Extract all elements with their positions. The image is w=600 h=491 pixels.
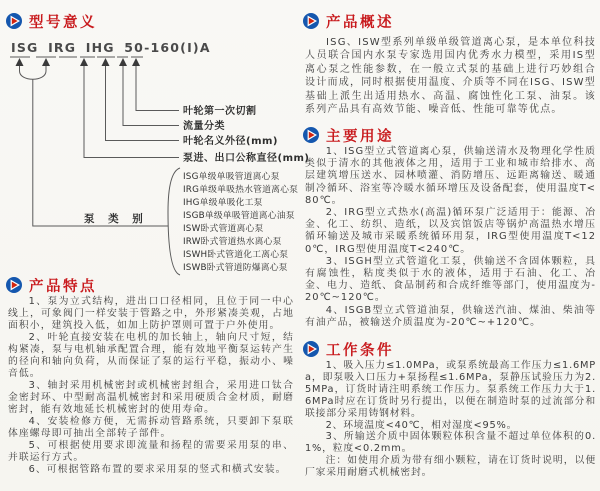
uses-body	[305, 146, 596, 329]
condition-note: 注：如使用介质为带有细小颗粒，请在订货时说明，以便厂家采用耐磨式机械密封。	[305, 455, 596, 479]
feature-item: 2、叶轮直接安装在电机的加长轴上，轴向尺寸短，结构紧凑，泵与电机轴承配置合理，能有效地平衡泵运转产生的径向和轴向负荷，从而保证了泵的运行平稳，振动小、噪音低。	[8, 332, 294, 379]
pump-type-item: ISWH卧式管道化工离心泵	[183, 250, 289, 260]
feature-item: 1、泵为立式结构，进出口口径相同，且位于同一中心线上，可象阀门一样安装于管路之中，外形紧凑美观，占地面积小，建筑投入低，如加上防护罩则可置于户外使用。	[8, 296, 294, 331]
feature-item: 4、安装检修方便，无需拆动管路系统，只要卸下泵联体座螺母即可抽出全部转子部件。	[8, 416, 294, 439]
condition-item: 2、环境温度<40℃，相对湿度<95%。	[325, 419, 518, 431]
section-header-features	[6, 276, 97, 294]
pump-type-item: ISWB卧式管道防爆离心泵	[183, 263, 288, 273]
feature-item: 3、轴封采用机械密封或机械密封组合，采用进口钛合金密封环、中型耐高温机械密封和采用硬质合金材质，耐磨密封，能有效地延长机械密封的使用寿命。	[8, 380, 294, 415]
section-title-features: 产品特点	[29, 278, 97, 295]
section-header-uses	[303, 126, 394, 144]
section-title-model: 型号意义	[29, 14, 97, 31]
pump-type-item: ISGB单级单吸管道离心油泵	[183, 211, 295, 221]
feature-item: 6、可根据管路布置的要求采用泵的竖式和横式安装。	[28, 464, 287, 475]
model-meaning-diagram	[6, 40, 310, 282]
section-header-model	[6, 12, 97, 30]
condition-item: 1、吸入压力≤1.0MPa，或泵系统最高工作压力≤1.6MPa，即泵吸入口压力+泵扬程≤1.6MPa，泵静压试验压力为2.5MPa，订货时请注明系统工作压力。泵系统工作压力大于1.6MPa时应在订货时另行提出，以便在制造时泵的过流部分和联接部分采用铸钢材料。	[305, 360, 596, 419]
use-item: 4、ISGB型立式管道油泵，供输送汽油、煤油、柴油等有油产品，被输送介质温度为-20℃~+120℃。	[305, 304, 596, 328]
play-bullet-icon	[303, 13, 319, 29]
label-port-dia: 泵进、出口公称直径(mm)	[183, 153, 310, 164]
section-header-overview	[303, 12, 394, 30]
play-bullet-icon	[303, 341, 319, 357]
pump-type-item: ISW卧式管道离心泵	[183, 224, 264, 234]
pump-type-item: IRG单级单吸热水管道离心泵	[183, 185, 299, 195]
condition-item: 3、所输送介质中固体颗粒体积含量不超过单位体积的0.1%，粒度<0.2mm。	[305, 431, 596, 455]
label-pump-category: 泵 类 别	[84, 213, 148, 225]
section-header-conditions	[303, 340, 394, 358]
model-code: ISG IRG IHG 50-160(I)A	[11, 40, 211, 55]
overview-body	[305, 36, 596, 116]
feature-item: 5、可根据使用要求即流量和扬程的需要采用泵的串、并联运行方式。	[8, 440, 294, 463]
section-title-conditions: 工作条件	[326, 342, 394, 359]
conditions-body	[305, 360, 596, 479]
diagram-connector-lines	[10, 57, 180, 275]
play-bullet-icon	[6, 13, 22, 29]
pump-type-item: IHG单级单吸化工泵	[183, 198, 263, 208]
pump-type-item: IRW卧式管道热水离心泵	[183, 237, 282, 247]
section-title-uses: 主要用途	[326, 128, 394, 145]
label-impeller-cut: 叶轮第一次切割	[183, 106, 257, 117]
pump-type-item: ISG单级单吸管道离心泵	[183, 172, 280, 182]
use-item: 3、ISGH型立式管道化工泵，供输送不含固体颗粒，具有腐蚀性，粘度类似于水的液体，适用于石油、化工、冶金、电力、造纸、食品制药和合成纤维等部门，使用温度为-20℃~120℃。	[305, 255, 596, 304]
use-item: 1、ISG型立式管道离心泵，供输送清水及物理化学性质类似于清水的其他液体之用，适用于工业和城市给排水、高层建筑增压送水、园林喷灌、消防增压、远距离输送、暖通制冷循环、浴室等冷暖水循环增压及设备配套，使用温度T<80℃。	[305, 146, 596, 206]
use-item: 2、IRG型立式热水(高温)循环泵广泛适用于：能源、冶金、化工、纺织、造纸，以及宾馆饭店等锅炉高温热水增压循环输送及城市采暖系统循环用泵，IRG型使用温度T<120℃，IRG型使用温度T<240℃。	[305, 207, 596, 255]
features-body	[8, 296, 294, 476]
overview-text: ISG、ISW型系列单级单级管道离心泵，是本单位科技人员联合国内水泵专家选用国内优秀水力模型，采用IS型离心泵之性能参数，在一般立式泵的基础上进行巧妙组合设计而成，同时根据使用温度、介质等不同在ISG、ISW型基础上派生出适用热水、高温、腐蚀性化工泵、油泵。该系列产品具有高效节能、噪音低、性能可靠等优点。	[305, 37, 596, 116]
section-title-overview: 产品概述	[326, 14, 394, 31]
play-bullet-icon	[6, 277, 22, 293]
label-impeller-dia: 叶轮名义外径(mm)	[183, 136, 278, 147]
label-flow-class: 流量分类	[183, 121, 225, 132]
play-bullet-icon	[303, 127, 319, 143]
